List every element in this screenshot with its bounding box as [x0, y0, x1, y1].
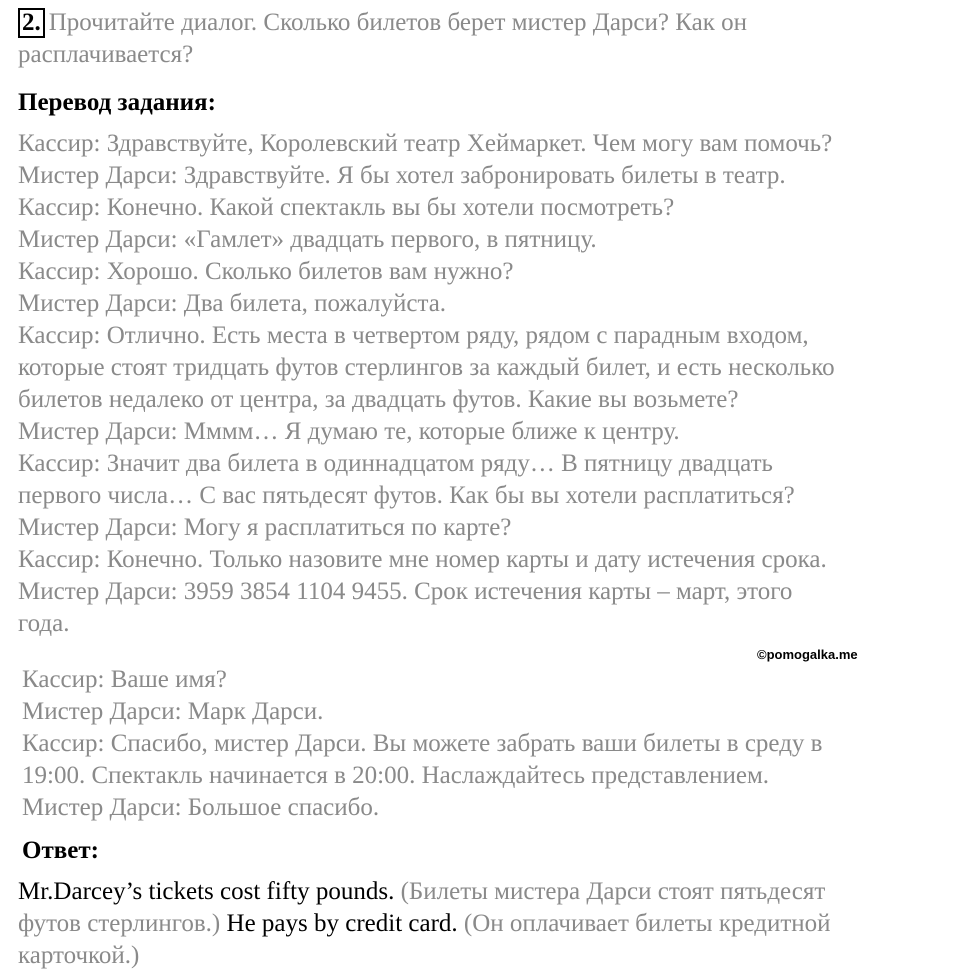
answer-ru-text: (Он оплачивает билеты кредитной	[457, 910, 831, 937]
dialog-line: 19:00. Спектакль начинается в 20:00. Наслаждайтесь представлением.	[22, 762, 770, 789]
answer-line-3: карточкой.)	[18, 942, 140, 969]
answer-en-text: He pays by credit card.	[220, 910, 458, 937]
answer-line-1	[18, 877, 825, 907]
dialog-line: билетов недалеко от центра, за двадцать футов. Какие вы возьмете?	[18, 386, 739, 413]
translation-heading: Перевод задания:	[18, 89, 216, 116]
answer-ru-text: футов стерлингов.)	[18, 910, 221, 937]
answer-ru-text: (Билеты мистера Дарси стоят пятьдесят	[394, 878, 826, 905]
task-line-1	[18, 8, 747, 38]
answer-en-text: Mr.Darcey’s tickets cost fifty pounds.	[18, 878, 395, 905]
dialog-line: Мистер Дарси: Марк Дарси.	[22, 698, 324, 725]
dialog-line: которые стоят тридцать футов стерлингов за каждый билет, и есть несколько	[18, 354, 835, 381]
dialog-line: Кассир: Ваше имя?	[22, 666, 227, 693]
task-text-1: Прочитайте диалог. Сколько билетов берет мистер Дарси? Как он	[48, 9, 747, 36]
task-line-2: расплачивается?	[18, 41, 194, 68]
dialog-line: Мистер Дарси: Большое спасибо.	[22, 794, 380, 821]
dialog-line: Кассир: Конечно. Только назовите мне номер карты и дату истечения срока.	[18, 546, 827, 573]
dialog-line: Мистер Дарси: Мммм… Я думаю те, которые ближе к центру.	[18, 418, 680, 445]
dialog-line: Мистер Дарси: Два билета, пожалуйста.	[18, 290, 447, 317]
dialog-line: Мистер Дарси: Могу я расплатиться по карте?	[18, 514, 512, 541]
dialog-line: Кассир: Здравствуйте, Королевский театр Хеймаркет. Чем могу вам помочь?	[18, 130, 833, 157]
dialog-line: Мистер Дарси: Здравствуйте. Я бы хотел забронировать билеты в театр.	[18, 162, 786, 189]
dialog-line: Кассир: Спасибо, мистер Дарси. Вы можете забрать ваши билеты в среду в	[22, 730, 823, 757]
dialog-line: Мистер Дарси: «Гамлет» двадцать первого, в пятницу.	[18, 226, 597, 253]
answer-line-2	[18, 909, 831, 939]
dialog-line: Кассир: Значит два билета в одиннадцатом ряду… В пятницу двадцать	[18, 450, 773, 477]
dialog-line: первого числа… С вас пятьдесят футов. Как бы вы хотели расплатиться?	[18, 482, 795, 509]
dialog-line: Кассир: Отлично. Есть места в четвертом ряду, рядом с парадным входом,	[18, 322, 809, 349]
dialog-line: Кассир: Хорошо. Сколько билетов вам нужно?	[18, 258, 514, 285]
dialog-line: Кассир: Конечно. Какой спектакль вы бы хотели посмотреть?	[18, 194, 675, 221]
answer-heading: Ответ:	[22, 837, 99, 864]
watermark: ©pomogalka.me	[757, 647, 858, 662]
task-number: 2.	[18, 8, 45, 38]
dialog-line: года.	[18, 610, 70, 637]
dialog-line: Мистер Дарси: 3959 3854 1104 9455. Срок истечения карты – март, этого	[18, 578, 793, 605]
